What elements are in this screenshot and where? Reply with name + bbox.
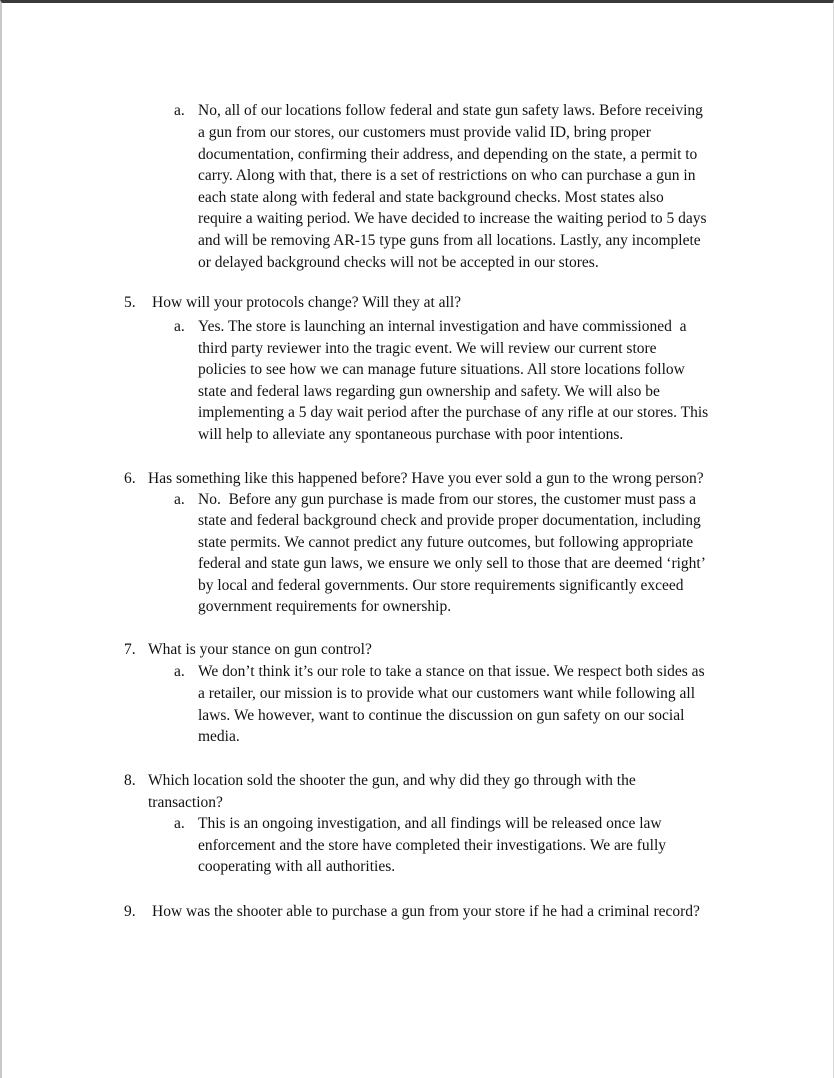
answer-line: We don’t think it’s our role to take a stance on that issue. We respect both sides as [198, 663, 705, 680]
answer-line: No. Before any gun purchase is made from our stores, the customer must pass a [198, 491, 697, 508]
question-number: 6. [124, 470, 136, 487]
answer-line: third party reviewer into the tragic event. We will review our current store [198, 340, 657, 357]
answer-line: and will be removing AR-15 type guns from all locations. Lastly, any incomplete [198, 232, 701, 249]
answer-line: cooperating with all authorities. [198, 858, 396, 875]
answer-line: documentation, confirming their address, and depending on the state, a permit to [198, 146, 698, 163]
answer-line: state permits. We cannot predict any future outcomes, but following appropriate [198, 534, 694, 551]
question-line: Which location sold the shooter the gun, and why did they go through with the [148, 772, 636, 789]
question-number: 5. [124, 294, 136, 311]
answer-line: government requirements for ownership. [198, 598, 452, 615]
question-number: 9. [124, 903, 136, 920]
answer-line: by local and federal governments. Our store requirements significantly exceed [198, 577, 684, 594]
answer-line: Yes. The store is launching an internal investigation and have commissioned a [198, 318, 687, 335]
answer-marker: a. [174, 815, 185, 832]
answer-marker: a. [174, 663, 185, 680]
answer-line: require a waiting period. We have decided to increase the waiting period to 5 days [198, 210, 707, 227]
answer-line: a gun from our stores, our customers must provide valid ID, bring proper [198, 124, 651, 141]
answer-line: media. [198, 728, 240, 745]
question-number: 7. [124, 641, 136, 658]
answer-line: carry. Along with that, there is a set of restrictions on who can purchase a gun in [198, 167, 696, 184]
answer-line: policies to see how we can manage future situations. All store locations follow [198, 361, 685, 378]
answer-line: enforcement and the store have completed their investigations. We are fully [198, 837, 667, 854]
answer-line: state and federal laws regarding gun ownership and safety. We will also be [198, 383, 660, 400]
answer-line: each state along with federal and state background checks. Most states also [198, 189, 664, 206]
answer-line: No, all of our locations follow federal and state gun safety laws. Before receiving [198, 102, 703, 119]
question-line: Has something like this happened before? Have you ever sold a gun to the wrong person? [148, 470, 704, 487]
question-number: 8. [124, 772, 136, 789]
answer-line: laws. We however, want to continue the discussion on gun safety on our social [198, 707, 685, 724]
question-line: transaction? [148, 794, 223, 811]
answer-line: federal and state gun laws, we ensure we only sell to those that are deemed ‘right’ [198, 555, 706, 572]
answer-line: This is an ongoing investigation, and all findings will be released once law [198, 815, 662, 832]
question-line: What is your stance on gun control? [148, 641, 372, 658]
question-line: How will your protocols change? Will they at all? [152, 294, 462, 311]
answer-line: implementing a 5 day wait period after the purchase of any rifle at our stores. This [198, 404, 709, 421]
question-line: How was the shooter able to purchase a gun from your store if he had a criminal record? [152, 903, 700, 920]
answer-marker: a. [174, 491, 185, 508]
answer-line: state and federal background check and provide proper documentation, including [198, 512, 701, 529]
answer-line: will help to alleviate any spontaneous purchase with poor intentions. [198, 426, 624, 443]
answer-marker: a. [174, 318, 185, 335]
answer-line: a retailer, our mission is to provide what our customers want while following all [198, 685, 695, 702]
answer-line: or delayed background checks will not be accepted in our stores. [198, 254, 599, 271]
answer-marker: a. [174, 102, 185, 119]
